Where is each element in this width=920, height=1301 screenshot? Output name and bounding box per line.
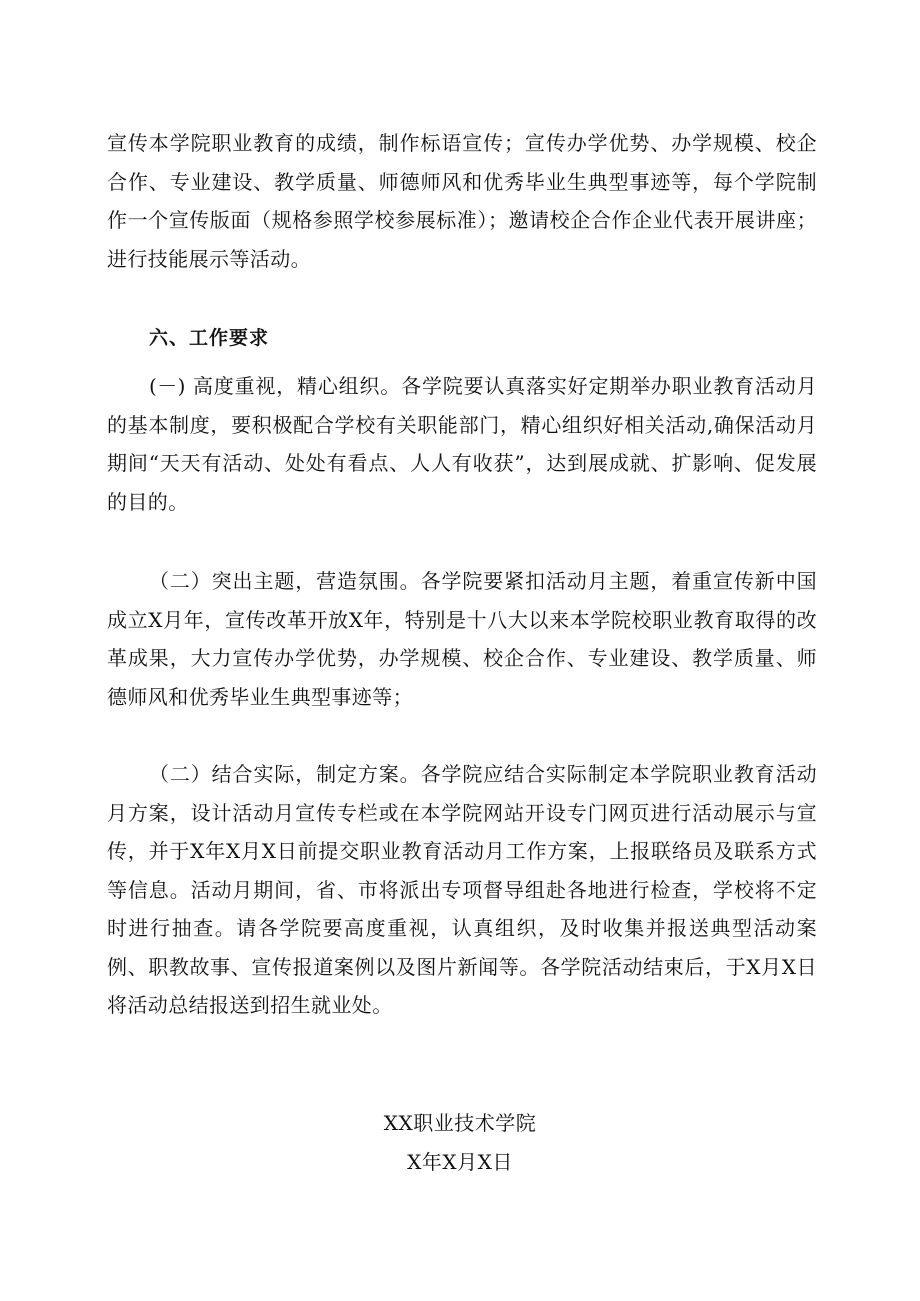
requirement-item-1: (－) 高度重视，精心组织。各学院要认真落实好定期举办职业教育活动月的基本制度，要积极配合学校有关职能部门，精心组织好相关活动,确保活动月期间“天天有活动、处处有看点、人人有收获”，达到展成就、扩影响、促发展的目的。 — [107, 374, 817, 514]
signature-organization: XX职业技术学院 — [383, 1111, 537, 1135]
requirement-item-3: （二）结合实际，制定方案。各学院应结合实际制定本学院职业教育活动月方案，设计活动月宣传专栏或在本学院网站开设专门网页进行活动展示与宣传，并于X年X月X日前提交职业教育活动月工作方案，上报联络员及联系方式等信息。活动月期间，省、市将派出专项督导组赴各地进行检查，学校将不定时进行抽查。请各学院要高度重视，认真组织，及时收集并报送典型活动案例、职教故事、宣传报道案例以及图片新闻等。各学院活动结束后，于X月X日将活动总结报送到招生就业处。 — [107, 762, 817, 1017]
section-heading-work-requirements: 六、工作要求 — [149, 327, 270, 349]
requirement-item-2: （二）突出主题，营造氛围。各学院要紧扣活动月主题，着重宣传新中国成立X月年，宣传改革开放X年，特别是十八大以来本学院校职业教育取得的改革成果，大力宣传办学优势，办学规模、校企合作、专业建设、教学质量、师德师风和优秀毕业生典型事迹等； — [107, 569, 817, 709]
paragraph-publicity-activities: 宣传本学院职业教育的成绩，制作标语宣传；宣传办学优势、办学规模、校企合作、专业建设、教学质量、师德师风和优秀毕业生典型事迹等，每个学院制作一个宣传版面（规格参照学校参展标准）；邀请校企合作企业代表开展讲座；进行技能展示等活动。 — [107, 131, 817, 271]
signature-date: X年X月X日 — [407, 1150, 513, 1174]
